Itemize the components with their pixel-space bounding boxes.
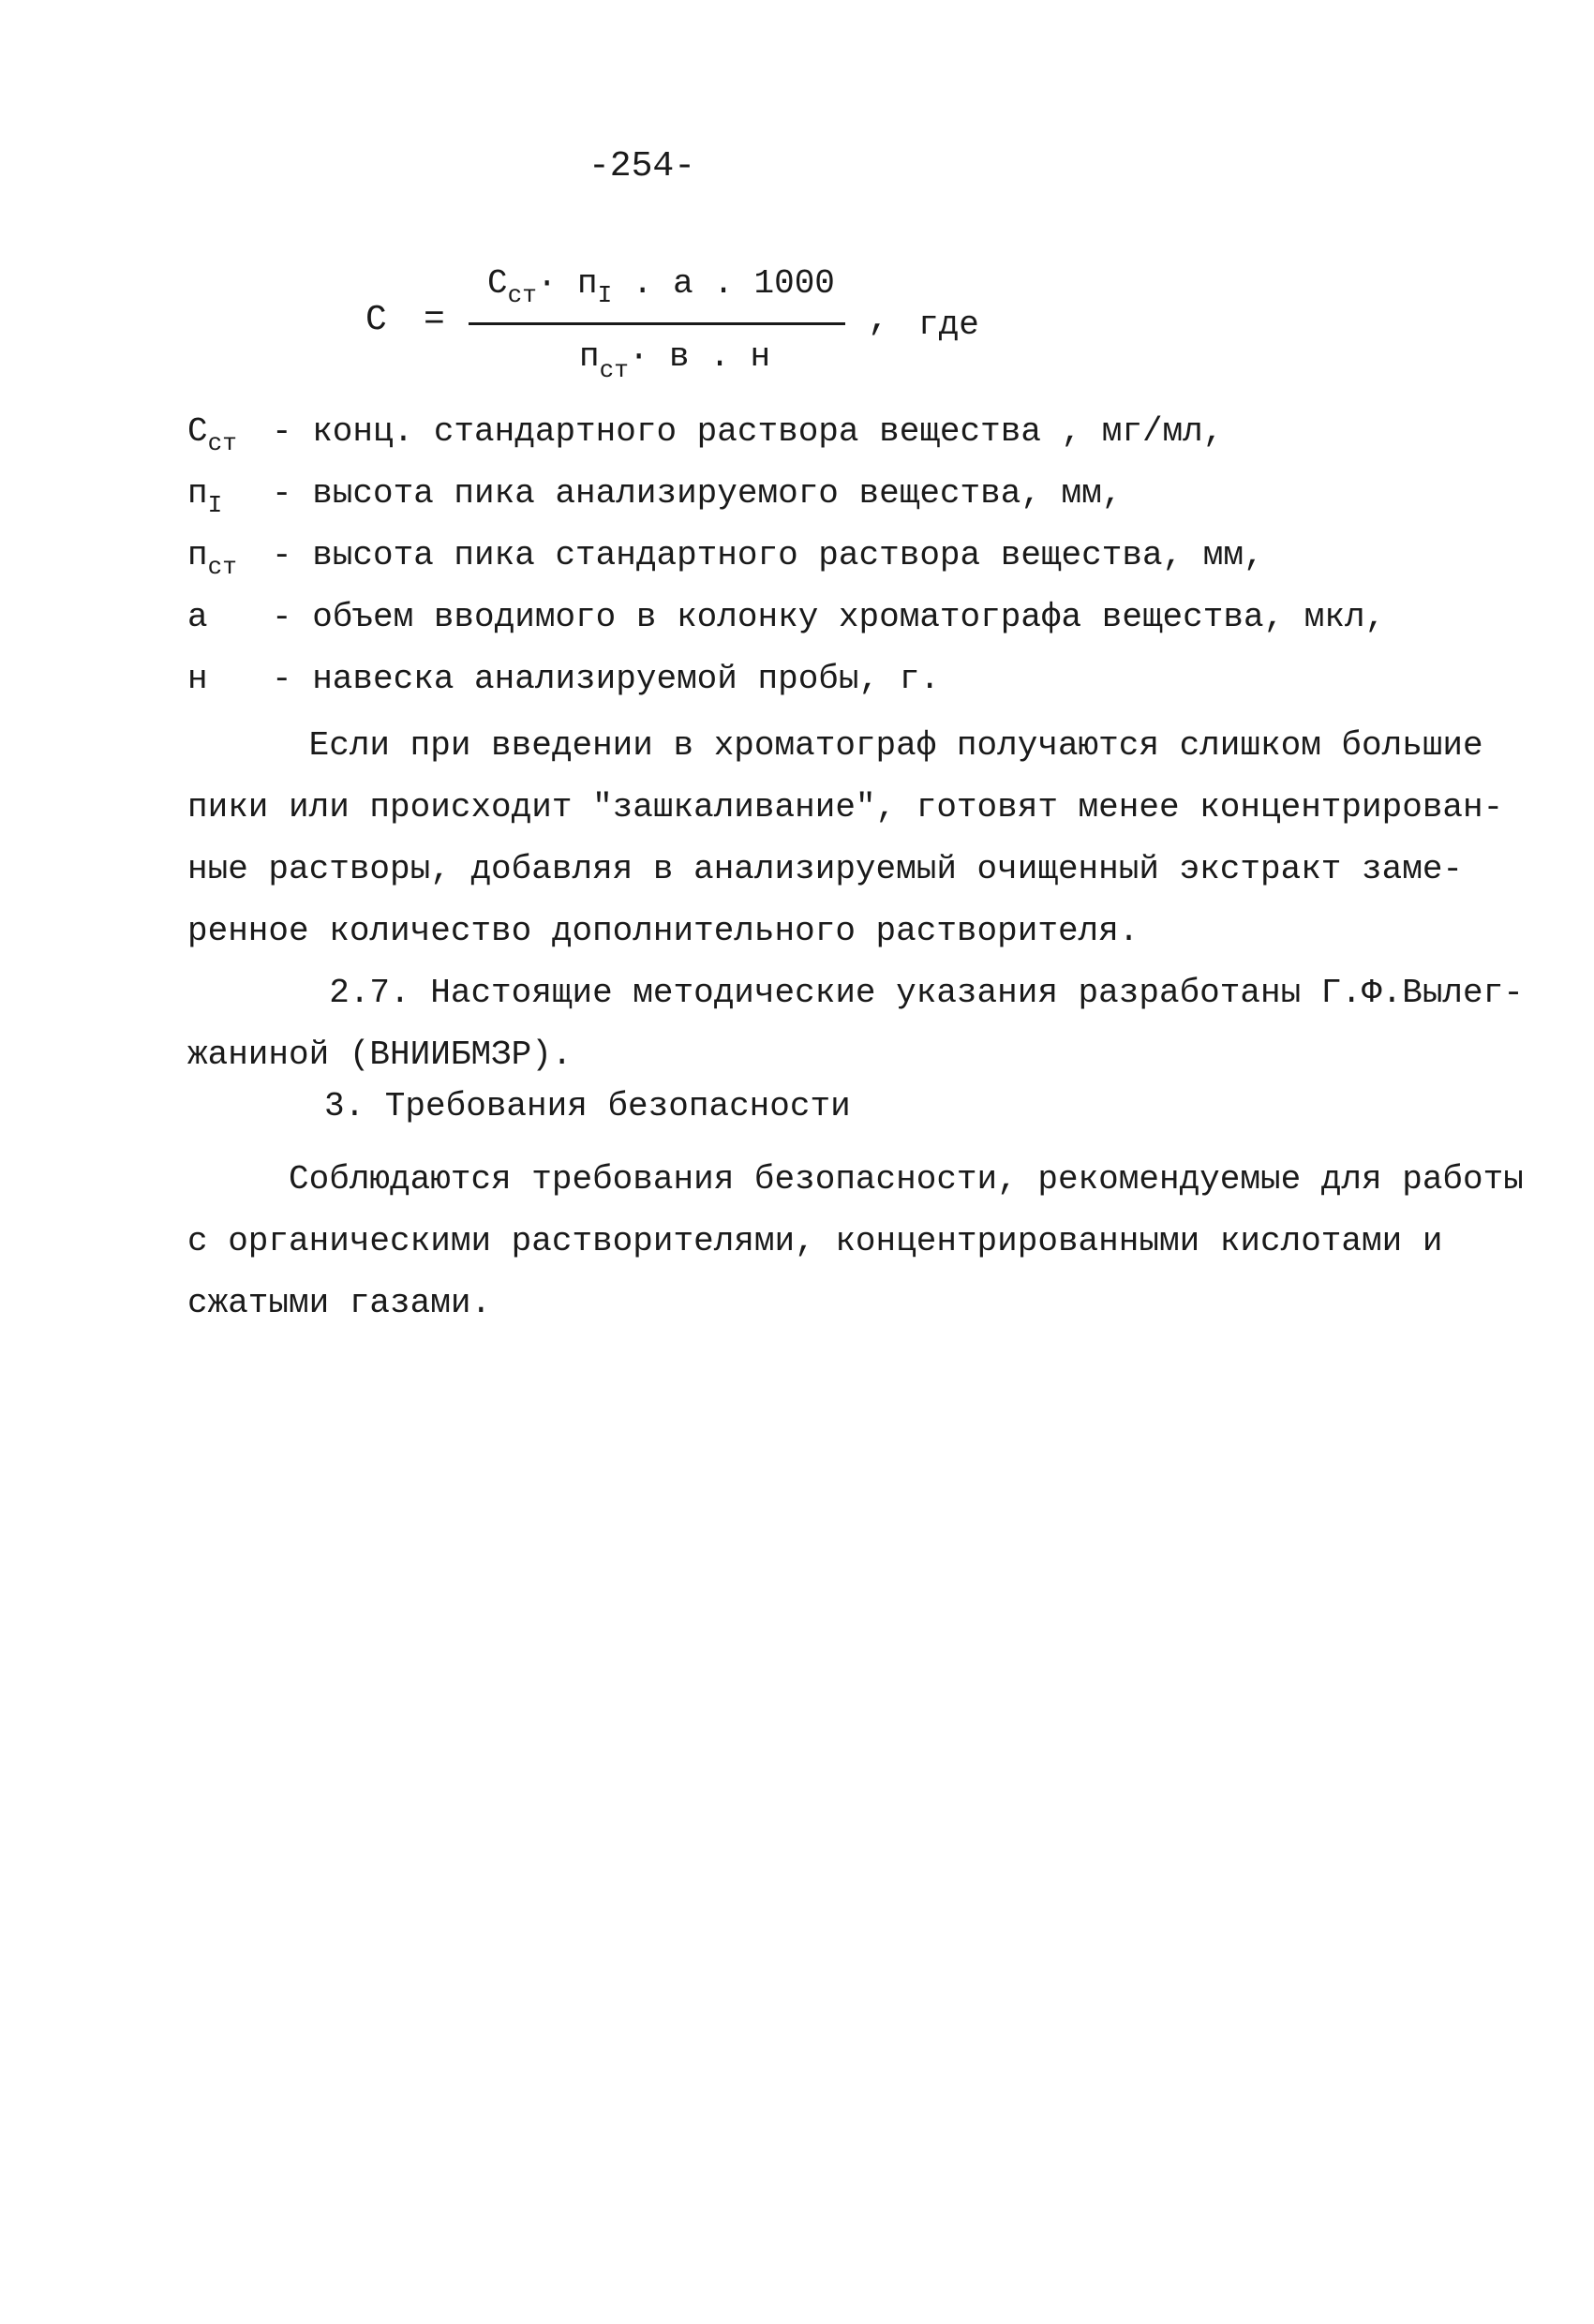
definition-row bbox=[187, 660, 1406, 722]
paragraph-chromatograph-dilution bbox=[187, 715, 1504, 962]
formula-numerator bbox=[487, 264, 835, 309]
symbol-sub: ст bbox=[207, 553, 237, 581]
num-c-sub: ст bbox=[507, 281, 537, 309]
text-line: Если при введении в хроматограф получаются слишком большие bbox=[187, 726, 1483, 765]
text-line: ные растворы, добавляя в анализируемый очищенный экстракт заме- bbox=[187, 850, 1464, 888]
definition-row bbox=[187, 412, 1406, 474]
paragraph-safety bbox=[187, 1149, 1524, 1334]
definition-text: - высота пика стандартного раствора вещества, мм, bbox=[272, 536, 1264, 574]
symbol-base: а bbox=[187, 598, 208, 636]
section-heading-safety: 3. Требования безопасности bbox=[324, 1087, 851, 1125]
symbol-sub: I bbox=[207, 491, 223, 519]
page-number: -254- bbox=[588, 146, 696, 186]
num-n-sub: I bbox=[597, 281, 613, 309]
num-dot: · bbox=[536, 264, 558, 303]
definition-row bbox=[187, 474, 1406, 536]
symbol-base: C bbox=[187, 412, 208, 451]
formula-comma: , bbox=[868, 300, 889, 340]
num-n: п bbox=[577, 264, 598, 303]
formula-where: где bbox=[918, 305, 979, 344]
concentration-formula bbox=[365, 264, 1021, 386]
text-line: с органическими растворителями, концентрированными кислотами и bbox=[187, 1222, 1443, 1260]
text-line: ренное количество дополнительного растворителя. bbox=[187, 912, 1140, 950]
definition-row bbox=[187, 598, 1406, 660]
num-c: C bbox=[487, 264, 508, 303]
definition-text: - высота пика анализируемого вещества, мм, bbox=[272, 474, 1123, 513]
num-rest: . а . 1000 bbox=[612, 264, 835, 303]
formula-equals: = bbox=[424, 300, 445, 340]
symbol-base: п bbox=[187, 474, 208, 513]
fraction-bar bbox=[469, 322, 845, 325]
text-line: сжатыми газами. bbox=[187, 1284, 492, 1322]
den-rest: · в . н bbox=[628, 337, 771, 376]
text-line: жаниной (ВНИИБМЗР). bbox=[187, 1035, 573, 1074]
symbol-base: п bbox=[187, 536, 208, 574]
definition-symbol bbox=[187, 660, 208, 705]
symbol-base: н bbox=[187, 660, 208, 698]
text-line: Соблюдаются требования безопасности, рекомендуемые для работы bbox=[187, 1160, 1524, 1199]
text-line: 2.7. Настоящие методические указания разработаны Г.Ф.Вылег- bbox=[187, 974, 1524, 1012]
definition-symbol bbox=[187, 536, 237, 581]
definition-symbol bbox=[187, 598, 208, 643]
definition-text: - объем вводимого в колонку хроматографа вещества, мкл, bbox=[272, 598, 1386, 636]
formula-lhs: C bbox=[365, 300, 387, 340]
definition-symbol bbox=[187, 412, 237, 457]
variable-definitions bbox=[187, 412, 1406, 722]
definition-row bbox=[187, 536, 1406, 598]
paragraph-authorship bbox=[187, 962, 1524, 1086]
definition-symbol bbox=[187, 474, 222, 519]
den-n: п bbox=[579, 337, 600, 376]
definition-text: - конц. стандартного раствора вещества , мг/мл, bbox=[272, 412, 1224, 451]
text-line: пики или происходит "зашкаливание", готовят менее концентрирован- bbox=[187, 788, 1504, 827]
symbol-sub: ст bbox=[207, 429, 237, 457]
den-n-sub: ст bbox=[599, 356, 629, 384]
formula-denominator bbox=[579, 337, 770, 384]
definition-text: - навеска анализируемой пробы, г. bbox=[272, 660, 940, 698]
